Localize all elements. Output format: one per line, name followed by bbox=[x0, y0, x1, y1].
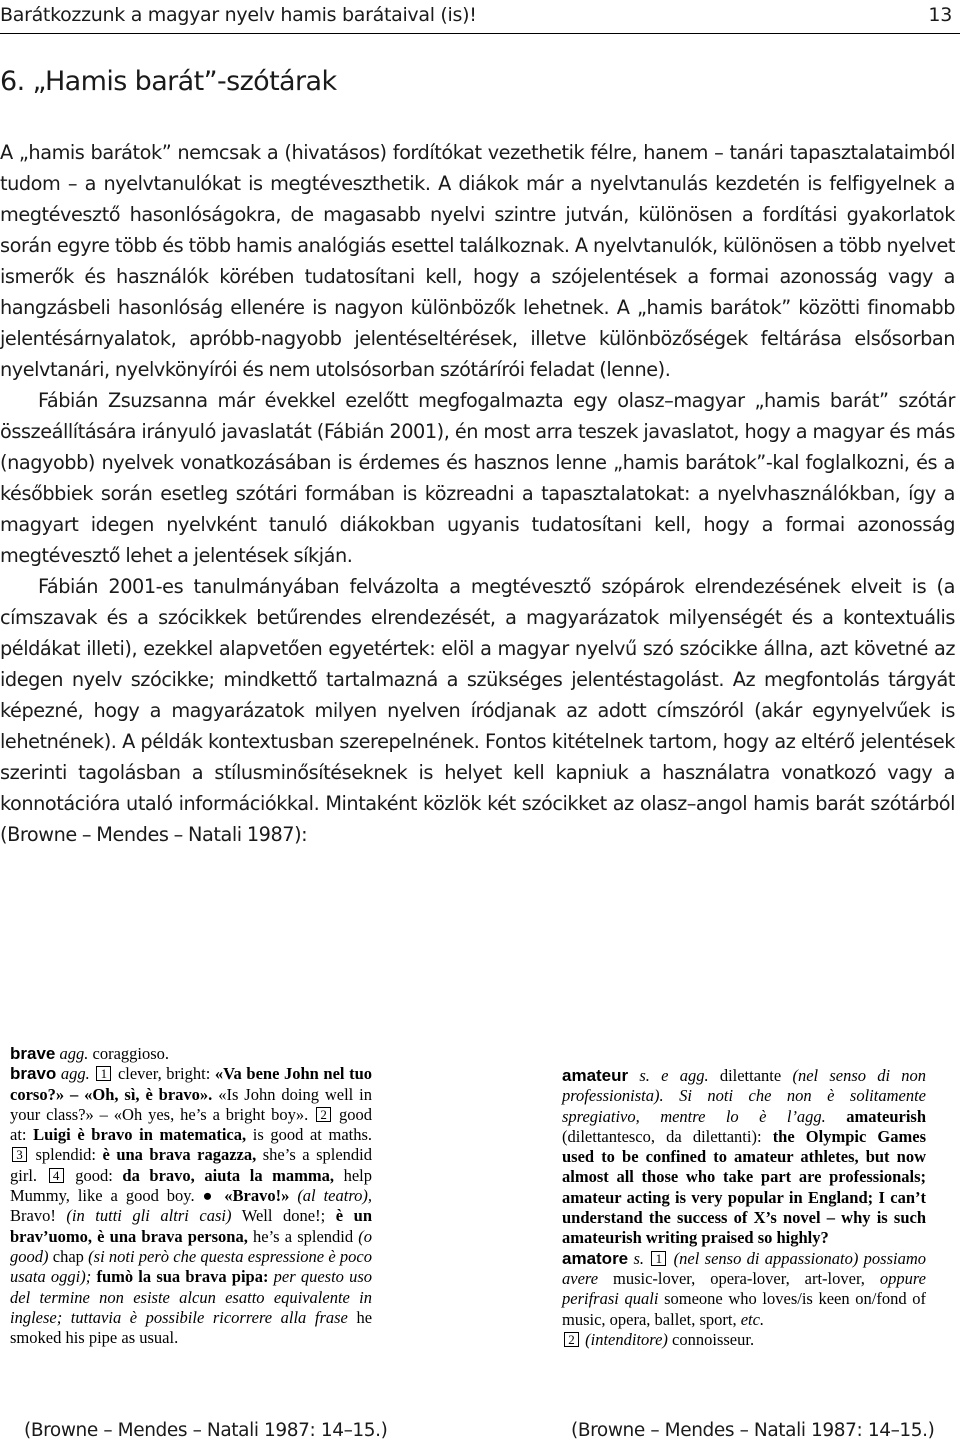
example-italian: Luigi è bravo in matematica, bbox=[33, 1125, 247, 1145]
example-italian: «Va bene John nel tuo corso?» – «Oh, sì, è bravo». bbox=[10, 1064, 373, 1104]
example-italian: da bravo, aiuta la mamma, bbox=[122, 1165, 335, 1185]
example-english: connoisseur. bbox=[672, 1329, 755, 1349]
example-english: chap bbox=[52, 1246, 84, 1266]
usage-note: frase bbox=[314, 1307, 348, 1327]
usage-note: (o good) bbox=[10, 1226, 373, 1266]
example-english: someone who loves/is keen on/fond of music, opera, ballet, sport, bbox=[562, 1289, 926, 1329]
example-english: she’s a splendid girl. bbox=[10, 1145, 372, 1185]
entry-amateur bbox=[562, 1066, 926, 1249]
headword-brave: brave bbox=[10, 1044, 56, 1063]
example-italian: «Bravo!» bbox=[224, 1186, 290, 1206]
bullet-icon: ● bbox=[202, 1186, 217, 1206]
usage-note: per questo uso del termine non esiste alcun esatto equivalente in inglese; tuttavia è possibile ricorrere alla bbox=[10, 1267, 373, 1327]
caption-left: (Browne – Mendes – Natali 1987: 14–15.) bbox=[24, 1420, 388, 1441]
caption-right: (Browne – Mendes – Natali 1987: 14–15.) bbox=[571, 1420, 935, 1441]
example-english: help Mummy, like a good boy. bbox=[10, 1165, 373, 1206]
header-rule bbox=[0, 33, 960, 34]
gloss: coraggioso. bbox=[92, 1044, 170, 1063]
sub-headword: amateurish bbox=[846, 1106, 926, 1126]
sense-gloss: clever, bright: bbox=[117, 1064, 211, 1084]
usage-note: (intenditore) bbox=[585, 1329, 668, 1349]
page-number: 13 bbox=[928, 4, 952, 26]
gloss: (dilettantesco, da dilettanti): bbox=[562, 1126, 762, 1146]
sense-number: 4 bbox=[49, 1168, 64, 1183]
gram-label: s. bbox=[633, 1248, 645, 1268]
dictionary-excerpt-bravo bbox=[10, 1044, 372, 1348]
sense-number: 3 bbox=[12, 1147, 27, 1162]
running-header bbox=[0, 4, 960, 34]
example-italian: fumò la sua brava pipa: bbox=[96, 1267, 269, 1287]
example-english: Well done!; bbox=[241, 1206, 326, 1226]
paragraph-2: Fábián Zsuzsanna már évekkel ezelőtt megfogalmazta egy olasz–magyar „hamis barát” szótár összeállítására irányuló javaslatát (Fábián 2001), én most arra teszek javaslatot, hogy a magyar és más (nagyobb) nyelvek vonatkozásában is érdemes és hasznos lenne „hamis barátok”-kal foglalkozni, és a későbbiek során esetleg szótári formában is közreadni a tapasztalatokat: a nyelvhasználókban, így a magyart idegen nyelvként tanuló diákokban ugyanis tudatosítani kell, hogy a formai azonosság megtévesztő lehet a jelentések síkján. bbox=[0, 389, 955, 567]
sense-number: 2 bbox=[564, 1332, 579, 1347]
running-title: Barátkozzunk a magyar nyelv hamis barátaival (is)! bbox=[0, 4, 477, 26]
sense-gloss: splendid: bbox=[35, 1145, 96, 1165]
sense-number: 1 bbox=[651, 1251, 666, 1266]
section-title: 6. „Hamis barát”-szótárak bbox=[0, 66, 337, 97]
gram-label: s. e agg. bbox=[639, 1066, 709, 1085]
usage-note: (al teatro), bbox=[297, 1186, 373, 1206]
usage-note: (nel senso di non professionista). Si noti che non è solitamente spregiativo, mentre lo è l’agg. bbox=[562, 1066, 927, 1126]
gram-label: agg. bbox=[60, 1064, 90, 1084]
example-italian: è una brava ragazza, bbox=[102, 1145, 257, 1165]
paragraph-1: A „hamis barátok” nemcsak a (hivatásos) fordítókat vezethetik félre, hanem – tanári tapasztalataimból tudom – a nyelvtanulókat is megtéveszthetik. A diákok már a nyelvtanulás kezdetén is felfigyelnek a megtévesztő hasonlóságokra, de magasabb nyelvi szintre jutván, különösen a fordítási gyakorlatok során egyre több és több hamis analógiás esettel találkoznak. A nyelvtanulók, különösen a több nyelvet ismerők és használók körében tudatosítani kell, hogy a szójelentések a formai azonosság vagy a hangzásbeli hasonlóság ellenére is nagyon különbözők lehetnek. A „hamis barátok” közötti finomabb jelentésárnyalatok, apróbb-nagyobb jelentéseltérések, illetve különbözőségek feltárása elsősorban nyelvtanári, nyelvkönyírói és nem utolsósorban szótárírói feladat (lenne). bbox=[0, 141, 955, 381]
gloss: dilettante bbox=[719, 1066, 782, 1085]
paragraph-3: Fábián 2001-es tanulmányában felvázolta a megtévesztő szópárok elrendezésének elveit is (a címszavak és a szócikkek betűrendes elrendezését, a magyarázatok milyenségét és a kontextuális példákat illeti), ezekkel alapvetően egyetértek: elöl a magyar nyelvű szó szócikke állna, azt követné az idegen nyelv szócikke; mindkettő tartalmazná a szükséges jelentéstagolást. Az megfontolás tárgyát képezné, hogy a magyarázatok milyen nyelven íródjanak az adott címszóról (akár egynyelvűek is lehetnének). A példák kontextusban szerepelnének. Fontos kitételnek tartom, hogy az eltérő jelentések szerinti tagolásban a stílusminősítéseknek is helyet kell kapniuk a használatra vonatkozó vagy a konnotációra utaló információkkal. Mintaként közlök két szócikket az olasz–angol hamis barát szótárból (Browne – Mendes – Natali 1987): bbox=[0, 575, 955, 846]
example-english: Bravo! bbox=[10, 1206, 56, 1226]
example-english: is good at maths. bbox=[252, 1125, 373, 1145]
body-text bbox=[0, 137, 955, 850]
sense-gloss: good at: bbox=[10, 1104, 372, 1145]
usage-note: (si noti però che questa espressione è poco usata oggi); bbox=[10, 1246, 373, 1287]
example-english: the Olympic Games used to be confined to amateur athletes, but now almost all those who take part are professionals; amateur acting is very popular in England; I can’t understand the success of X’s novel – why is such amateurish writing praised so highly? bbox=[562, 1126, 926, 1248]
example-english: he smoked his pipe as usual. bbox=[10, 1307, 373, 1348]
entry-bravo bbox=[10, 1064, 372, 1348]
example-english: music-lover, opera-lover, art-lover, bbox=[612, 1268, 865, 1288]
example-italian: è un brav’uomo, è una brava persona, bbox=[10, 1206, 373, 1246]
example-english: he’s a splendid bbox=[253, 1226, 354, 1246]
usage-note: (nel senso di appassionato) bbox=[673, 1248, 859, 1268]
usage-note: (in tutti gli altri casi) bbox=[66, 1206, 232, 1226]
example-english: «Is John doing well in your class?» – «Oh yes, he’s a bright boy». bbox=[10, 1084, 372, 1124]
entry-brave bbox=[10, 1044, 372, 1064]
sense-gloss: good: bbox=[75, 1165, 113, 1185]
usage-note: possiamo avere bbox=[562, 1248, 926, 1288]
sense-number: 1 bbox=[96, 1066, 111, 1081]
headword-bravo: bravo bbox=[10, 1064, 57, 1084]
gram-label: agg. bbox=[59, 1044, 89, 1063]
dictionary-excerpt-amateur bbox=[562, 1066, 926, 1350]
headword-amatore: amatore bbox=[562, 1248, 629, 1268]
sense-number: 2 bbox=[316, 1107, 331, 1122]
example-english: etc. bbox=[740, 1309, 765, 1329]
entry-amatore bbox=[562, 1249, 926, 1350]
usage-note: oppure perifrasi quali bbox=[562, 1268, 927, 1309]
headword-amateur: amateur bbox=[562, 1066, 629, 1085]
